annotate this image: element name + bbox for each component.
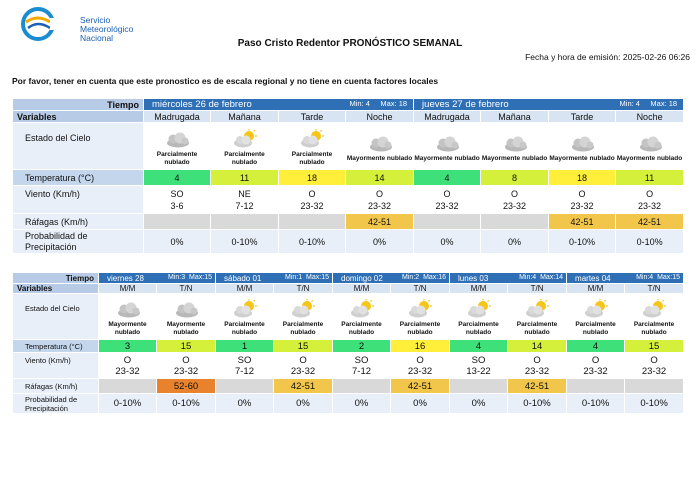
- day-minmax: [168, 274, 215, 281]
- sky-condition: Parcialmente nublado: [633, 321, 675, 336]
- day-max: Max: 18: [380, 99, 408, 108]
- wind-direction: NE: [238, 188, 251, 199]
- sky-cell: [274, 294, 333, 340]
- wind-direction: O: [376, 188, 384, 199]
- logo-line: Nacional: [80, 33, 114, 43]
- wind-speed: 7-12: [234, 365, 254, 377]
- day-header: [144, 99, 414, 111]
- wind-cell: [99, 353, 157, 379]
- cloud-icon: [163, 129, 191, 149]
- period-label: Mañana: [481, 111, 549, 123]
- wind-direction: SO: [170, 188, 184, 199]
- wind-direction: O: [650, 354, 658, 366]
- variables-label: Variables: [13, 284, 99, 294]
- sky-cell: [346, 123, 414, 170]
- day-min: Min:1: [285, 273, 303, 281]
- sky-cell: [414, 123, 481, 170]
- gust-value: 42-51: [508, 379, 567, 394]
- day-minmax: [636, 274, 683, 281]
- temperature-value: 18: [549, 170, 616, 186]
- sky-cell: [279, 123, 346, 170]
- period-label: M/M: [333, 284, 391, 294]
- period-label: M/M: [450, 284, 508, 294]
- day-max: Max: 18: [650, 99, 678, 108]
- cloud-icon: [172, 299, 200, 319]
- gust-value: 42-51: [616, 214, 684, 230]
- sun-cloud-icon: [465, 299, 493, 319]
- sky-condition: Parcialmente nublado: [224, 150, 265, 166]
- day-min: Min:4: [636, 273, 654, 281]
- wind-direction: SO: [471, 354, 486, 366]
- gust-value: 42-51: [274, 379, 333, 394]
- temperature-value: 15: [157, 340, 216, 353]
- sky-condition: Mayormente nublado: [166, 321, 206, 336]
- temperature-value: 11: [211, 170, 279, 186]
- temperature-value: 4: [567, 340, 625, 353]
- sky-condition: Parcialmente nublado: [224, 321, 265, 336]
- gust-value: [211, 214, 279, 230]
- row-label-sky: Estado del Cielo: [13, 123, 144, 170]
- smn-logo: [20, 6, 134, 43]
- sky-cell: [391, 294, 450, 340]
- sky-condition: Parcialmente nublado: [458, 321, 499, 336]
- sun-cloud-icon: [582, 299, 610, 319]
- wind-cell: [625, 353, 684, 379]
- gust-value: [216, 379, 274, 394]
- wind-speed: 3-6: [170, 200, 184, 211]
- period-label: T/N: [157, 284, 216, 294]
- wind-speed: 23-32: [173, 365, 199, 377]
- gust-value: [625, 379, 684, 394]
- day-min: Min:4: [519, 273, 537, 281]
- row-label-prob: [13, 230, 144, 254]
- day-max: Max:15: [306, 273, 330, 281]
- tiempo-label: Tiempo: [13, 99, 144, 111]
- sky-cell: [99, 294, 157, 340]
- cloud-icon: [433, 133, 461, 153]
- temperature-value: 15: [274, 340, 333, 353]
- wind-speed: 7-12: [235, 200, 254, 211]
- forecast-table-daily-detail: [12, 98, 684, 254]
- wind-direction: O: [308, 188, 316, 199]
- wind-speed: 23-32: [407, 365, 433, 377]
- wind-direction: SO: [354, 354, 369, 366]
- regional-notice: Por favor, tener en cuenta que este pronostico es de escala regional y no tiene en cuenta factores locales: [12, 76, 439, 86]
- gust-value: 42-51: [346, 214, 414, 230]
- day-minmax: [350, 99, 414, 108]
- wind-speed: 23-32: [368, 200, 392, 211]
- precip-probability: 0%: [144, 230, 211, 254]
- wind-direction: O: [533, 354, 541, 366]
- day-name: sábado 01: [224, 273, 262, 283]
- sky-condition: Parcialmente nublado: [575, 321, 616, 336]
- precip-probability: 0%: [333, 394, 391, 414]
- sky-condition: Mayormente nublado: [414, 154, 480, 162]
- row-label-temp: Temperatura (°C): [13, 340, 99, 353]
- sun-cloud-icon: [289, 299, 317, 319]
- wind-cell: [157, 353, 216, 379]
- sky-cell: [144, 123, 211, 170]
- day-header: [450, 273, 567, 284]
- logo-emblem-icon: [20, 6, 60, 42]
- wind-cell: [567, 353, 625, 379]
- period-label: Mañana: [211, 111, 279, 123]
- temperature-value: 4: [450, 340, 508, 353]
- cloud-icon: [568, 133, 596, 153]
- day-min: Min: 4: [619, 99, 640, 108]
- day-max: Max:15: [657, 273, 681, 281]
- wind-cell: [616, 186, 684, 214]
- wind-direction: O: [182, 354, 190, 366]
- variables-label: Variables: [13, 111, 144, 123]
- wind-speed: 7-12: [352, 365, 372, 377]
- wind-speed: 23-32: [290, 365, 316, 377]
- sun-cloud-icon: [523, 299, 551, 319]
- temperature-value: 16: [391, 340, 450, 353]
- wind-direction: O: [443, 188, 451, 199]
- precip-probability: 0%: [450, 394, 508, 414]
- wind-speed: 23-32: [300, 200, 324, 211]
- day-minmax: [620, 99, 684, 108]
- day-name: lunes 03: [458, 273, 489, 283]
- wind-cell: [481, 186, 549, 214]
- gust-value: [333, 379, 391, 394]
- temperature-value: 1: [216, 340, 274, 353]
- sun-cloud-icon: [231, 299, 259, 319]
- wind-direction: O: [123, 354, 132, 366]
- period-label: Madrugada: [144, 111, 211, 123]
- precip-probability: 0%: [216, 394, 274, 414]
- precip-probability: 0%: [414, 230, 481, 254]
- sun-cloud-icon: [231, 129, 259, 149]
- wind-speed: 23-32: [570, 200, 594, 211]
- row-label-temp: Temperatura (°C): [13, 170, 144, 186]
- prob-label-line: Probabilidad de: [25, 230, 88, 241]
- gust-value: [279, 214, 346, 230]
- wind-speed: 23-32: [435, 200, 459, 211]
- logo-line: Meteorológico: [80, 24, 134, 34]
- period-label: Madrugada: [414, 111, 481, 123]
- period-label: Noche: [346, 111, 414, 123]
- row-label-gust: Ráfagas (Km/h): [13, 379, 99, 394]
- sky-cell: [616, 123, 684, 170]
- wind-speed: 23-32: [638, 200, 662, 211]
- day-name: jueves 27 de febrero: [422, 99, 509, 110]
- cloud-icon: [636, 133, 664, 153]
- period-label: M/M: [567, 284, 625, 294]
- day-minmax: [519, 274, 566, 281]
- temperature-value: 4: [144, 170, 211, 186]
- day-max: Max:14: [540, 273, 564, 281]
- sky-cell: [481, 123, 549, 170]
- temperature-value: 4: [414, 170, 481, 186]
- precip-probability: 0%: [274, 394, 333, 414]
- period-label: T/N: [625, 284, 684, 294]
- wind-direction: O: [591, 354, 600, 366]
- row-label-wind: Viento (Km/h): [13, 186, 144, 214]
- precip-probability: 0%: [481, 230, 549, 254]
- wind-direction: SO: [237, 354, 252, 366]
- wind-cell: [450, 353, 508, 379]
- gust-value: 42-51: [391, 379, 450, 394]
- gust-value: [481, 214, 549, 230]
- gust-value: [99, 379, 157, 394]
- sky-condition: Parcialmente nublado: [291, 150, 333, 166]
- sky-condition: Mayormente nublado: [549, 154, 615, 162]
- sky-cell: [333, 294, 391, 340]
- day-minmax: [402, 274, 449, 281]
- period-label: Tarde: [549, 111, 616, 123]
- sky-cell: [211, 123, 279, 170]
- period-label: T/N: [274, 284, 333, 294]
- wind-direction: O: [511, 188, 519, 199]
- wind-speed: 23-32: [503, 200, 527, 211]
- gust-value: 42-51: [549, 214, 616, 230]
- sky-cell: [625, 294, 684, 340]
- precip-probability: 0-10%: [625, 394, 684, 414]
- gust-value: [144, 214, 211, 230]
- wind-cell: [508, 353, 567, 379]
- precip-probability: 0-10%: [157, 394, 216, 414]
- day-min: Min:3: [168, 273, 186, 281]
- forecast-table-extended: [12, 272, 684, 414]
- cloud-icon: [114, 299, 142, 319]
- day-min: Min: 4: [349, 99, 370, 108]
- row-label-wind: Viento (Km/h): [13, 353, 99, 379]
- gust-value: [450, 379, 508, 394]
- sky-cell: [567, 294, 625, 340]
- day-name: miércoles 26 de febrero: [152, 99, 252, 110]
- wind-speed: 13-22: [466, 365, 491, 377]
- wind-cell: [274, 353, 333, 379]
- sky-condition: Mayormente nublado: [108, 321, 147, 336]
- row-label-sky: Estado del Cielo: [13, 294, 99, 340]
- precip-probability: 0-10%: [99, 394, 157, 414]
- sky-condition: Mayormente nublado: [346, 154, 413, 162]
- sky-condition: Parcialmente nublado: [516, 321, 558, 336]
- tiempo-label: Tiempo: [13, 273, 99, 284]
- sky-condition: Mayormente nublado: [481, 154, 548, 162]
- row-label-prob: [13, 394, 99, 414]
- sky-condition: Parcialmente nublado: [282, 321, 324, 336]
- gust-value: 52-60: [157, 379, 216, 394]
- precip-probability: 0-10%: [567, 394, 625, 414]
- day-header: [216, 273, 333, 284]
- temperature-value: 3: [99, 340, 157, 353]
- period-label: T/N: [508, 284, 567, 294]
- period-label: T/N: [391, 284, 450, 294]
- precip-probability: 0-10%: [508, 394, 567, 414]
- day-name: domingo 02: [341, 273, 383, 283]
- wind-cell: [346, 186, 414, 214]
- emission-timestamp: Fecha y hora de emisión: 2025-02-26 06:26: [525, 52, 690, 62]
- period-label: Tarde: [279, 111, 346, 123]
- temperature-value: 11: [616, 170, 684, 186]
- prob-label-line: Probabilidad de: [25, 394, 78, 404]
- sun-cloud-icon: [298, 129, 326, 149]
- wind-speed: 23-32: [115, 365, 140, 377]
- wind-cell: [144, 186, 211, 214]
- precip-probability: 0-10%: [549, 230, 616, 254]
- wind-direction: O: [416, 354, 424, 366]
- sky-cell: [450, 294, 508, 340]
- sun-cloud-icon: [406, 299, 434, 319]
- day-header: [333, 273, 450, 284]
- sky-condition: Parcialmente nublado: [341, 321, 382, 336]
- temperature-value: 14: [346, 170, 414, 186]
- precip-probability: 0-10%: [279, 230, 346, 254]
- day-header: [414, 99, 684, 111]
- wind-direction: O: [578, 188, 586, 199]
- period-label: M/M: [216, 284, 274, 294]
- logo-line: Servicio: [80, 15, 111, 25]
- sky-condition: Mayormente nublado: [616, 154, 683, 162]
- temperature-value: 15: [625, 340, 684, 353]
- cloud-icon: [366, 133, 394, 153]
- wind-cell: [549, 186, 616, 214]
- sky-cell: [549, 123, 616, 170]
- wind-speed: 23-32: [641, 365, 667, 377]
- precip-probability: 0-10%: [211, 230, 279, 254]
- precip-probability: 0%: [346, 230, 414, 254]
- sky-condition: Parcialmente nublado: [399, 321, 441, 336]
- period-label: Noche: [616, 111, 684, 123]
- wind-direction: O: [299, 354, 307, 366]
- prob-label-line: Precipitación: [25, 241, 77, 252]
- sky-cell: [216, 294, 274, 340]
- wind-direction: O: [646, 188, 654, 199]
- day-max: Max:15: [189, 273, 212, 281]
- precip-probability: 0%: [391, 394, 450, 414]
- sun-cloud-icon: [348, 299, 376, 319]
- period-label: M/M: [99, 284, 157, 294]
- gust-value: [414, 214, 481, 230]
- day-header: [567, 273, 684, 284]
- day-max: Max:16: [423, 273, 447, 281]
- day-header: [99, 273, 216, 284]
- day-min: Min:2: [402, 273, 420, 281]
- sky-cell: [157, 294, 216, 340]
- wind-cell: [414, 186, 481, 214]
- sun-cloud-icon: [640, 299, 668, 319]
- gust-value: [567, 379, 625, 394]
- prob-label-line: Precipitación: [25, 403, 68, 413]
- day-name: martes 04: [575, 273, 611, 283]
- wind-cell: [216, 353, 274, 379]
- day-minmax: [285, 274, 332, 281]
- temperature-value: 14: [508, 340, 567, 353]
- sky-cell: [508, 294, 567, 340]
- temperature-value: 2: [333, 340, 391, 353]
- sky-condition: Parcialmente nublado: [156, 150, 198, 166]
- precip-probability: 0-10%: [616, 230, 684, 254]
- temperature-value: 18: [279, 170, 346, 186]
- wind-cell: [211, 186, 279, 214]
- cloud-icon: [501, 133, 529, 153]
- wind-speed: 23-32: [524, 365, 550, 377]
- wind-cell: [279, 186, 346, 214]
- wind-cell: [333, 353, 391, 379]
- row-label-gust: Ráfagas (Km/h): [13, 214, 144, 230]
- wind-cell: [391, 353, 450, 379]
- day-name: viernes 28: [107, 273, 144, 283]
- page-title: Paso Cristo Redentor PRONÓSTICO SEMANAL: [237, 38, 463, 49]
- temperature-value: 8: [481, 170, 549, 186]
- wind-speed: 23-32: [583, 365, 608, 377]
